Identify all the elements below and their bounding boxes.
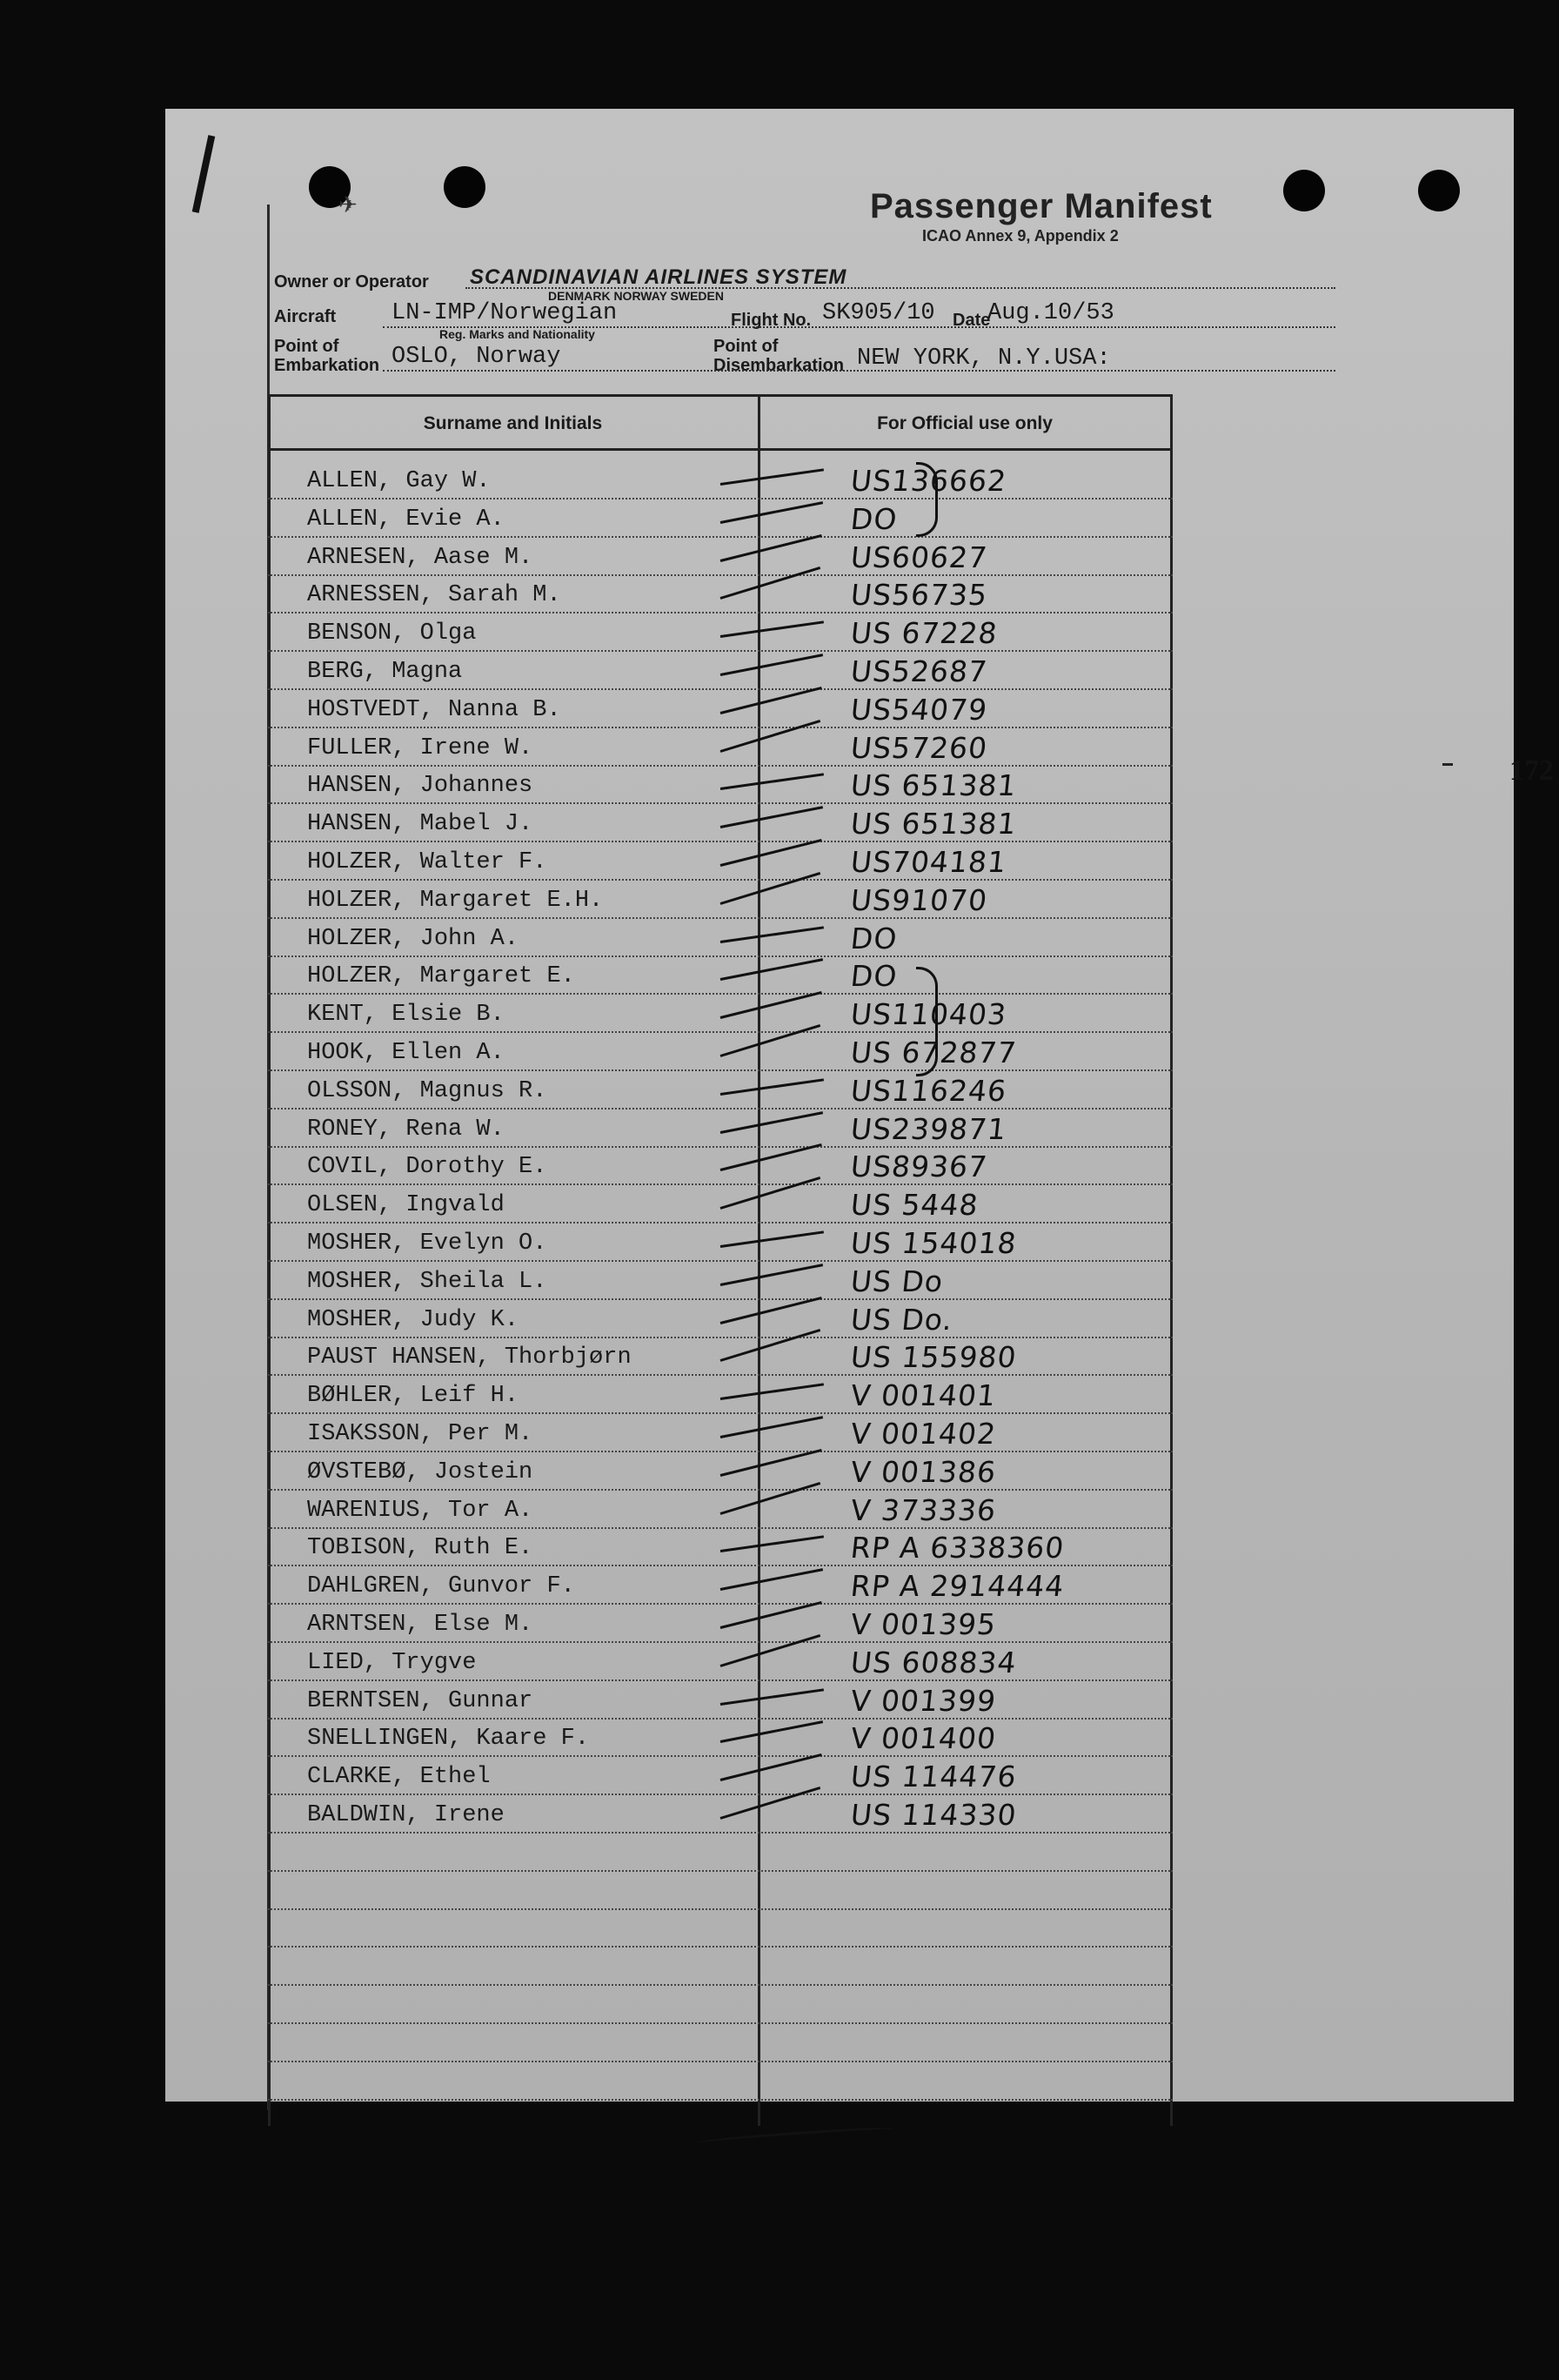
table-row [268, 1108, 1173, 1148]
official-entry: V 001402 [848, 1417, 999, 1451]
passenger-name: HOSTVEDT, Nanna B. [307, 696, 561, 723]
official-entry: US 114476 [848, 1760, 1019, 1794]
passenger-name: HANSEN, Johannes [307, 773, 533, 800]
check-mark [720, 1143, 822, 1171]
passenger-name: BERG, Magna [307, 659, 463, 685]
punch-hole [1418, 170, 1460, 211]
table-row [268, 536, 1173, 576]
passenger-name: COVIL, Dorothy E. [307, 1154, 547, 1181]
check-mark [720, 1568, 823, 1591]
owner-label: Owner or Operator [274, 272, 429, 292]
passenger-name: WARENIUS, Tor A. [307, 1497, 533, 1524]
check-mark [720, 1721, 823, 1744]
passenger-name: SNELLINGEN, Kaare F. [307, 1726, 590, 1753]
form-subtitle: ICAO Annex 9, Appendix 2 [922, 227, 1119, 245]
check-mark [720, 1230, 824, 1248]
official-entry: V 373336 [848, 1492, 999, 1527]
passenger-name: HOLZER, Margaret E. [307, 963, 575, 990]
passenger-name: LIED, Trygve [307, 1649, 477, 1676]
table-row [268, 1222, 1173, 1262]
disembark-value: NEW YORK, N.Y.USA: [857, 345, 1111, 372]
reg-note: Reg. Marks and Nationality [439, 327, 595, 341]
table-row [268, 498, 1173, 538]
passenger-name: MOSHER, Judy K. [307, 1306, 519, 1333]
table-row [268, 727, 1173, 767]
table-row [268, 1145, 1173, 1185]
empty-row [268, 2022, 1173, 2062]
check-mark [720, 1264, 823, 1286]
signature [696, 2125, 896, 2147]
table-row [268, 688, 1173, 728]
passenger-name: BØHLER, Leif H. [307, 1383, 519, 1410]
official-entry: V 001395 [848, 1607, 999, 1641]
table-row [268, 1603, 1173, 1643]
table-row [268, 764, 1173, 804]
official-entry: US57260 [848, 730, 990, 765]
pen-mark [192, 135, 216, 213]
official-entry: US 608834 [848, 1645, 1019, 1679]
passenger-name: ARNTSEN, Else M. [307, 1612, 533, 1638]
official-entry: US60627 [848, 540, 990, 574]
check-mark [720, 774, 824, 791]
check-mark [720, 959, 823, 982]
passenger-table [268, 394, 1173, 2126]
passenger-name: HOLZER, John A. [307, 925, 519, 952]
check-mark [720, 654, 823, 676]
official-entry: US 67228 [848, 616, 1000, 651]
official-entry: US Do [848, 1264, 946, 1298]
check-mark [720, 991, 822, 1019]
official-entry: V 001386 [848, 1454, 999, 1489]
empty-row [268, 1907, 1173, 1948]
disembark-label: Point of Disembarkation [713, 337, 845, 375]
official-entry: DO [848, 921, 900, 955]
table-header-rule [268, 448, 1173, 451]
table-row [268, 612, 1173, 652]
check-mark [720, 1601, 822, 1629]
punch-hole [1283, 170, 1325, 211]
table-row [268, 1451, 1173, 1491]
passenger-name: HANSEN, Mabel J. [307, 811, 533, 838]
official-entry: US 5448 [848, 1188, 980, 1223]
table-row [268, 1526, 1173, 1566]
official-entry: US 114330 [848, 1798, 1019, 1832]
empty-row [268, 1984, 1173, 2024]
passenger-name: MOSHER, Evelyn O. [307, 1230, 547, 1257]
official-entry: US 651381 [848, 807, 1019, 841]
table-row [268, 1565, 1173, 1605]
flight-value: SK905/10 [822, 300, 935, 326]
official-entry: RP A 2914444 [848, 1569, 1067, 1604]
check-mark [720, 501, 823, 524]
aircraft-label: Aircraft [274, 307, 337, 326]
official-entry: US56735 [848, 578, 990, 613]
passenger-name: ARNESSEN, Sarah M. [307, 582, 561, 609]
official-entry: US91070 [848, 882, 990, 917]
passenger-name: ARNESEN, Aase M. [307, 544, 533, 571]
table-row [268, 841, 1173, 881]
official-entry: US54079 [848, 692, 990, 727]
table-row [268, 879, 1173, 919]
official-entry: US239871 [848, 1111, 1009, 1146]
table-row [268, 1755, 1173, 1795]
table-row [268, 1489, 1173, 1529]
check-mark [720, 1384, 824, 1401]
official-entry: V 001401 [848, 1378, 999, 1413]
group-brace [916, 462, 938, 537]
table-row [268, 802, 1173, 842]
check-mark [720, 806, 823, 828]
official-entry: US52687 [848, 654, 990, 688]
table-row [268, 1717, 1173, 1757]
table-row [268, 1298, 1173, 1338]
page-number-dash [1442, 763, 1453, 766]
table-row [268, 573, 1173, 613]
official-column-header: For Official use only [877, 413, 1053, 433]
passenger-name: BERNTSEN, Gunnar [307, 1687, 533, 1714]
check-mark [720, 1297, 822, 1324]
official-entry: US116246 [848, 1073, 1009, 1108]
check-mark [720, 1753, 822, 1781]
check-mark [720, 687, 822, 714]
official-entry: US 651381 [848, 768, 1019, 803]
check-mark [720, 926, 824, 943]
page-number: 172 [1509, 754, 1554, 787]
official-entry: V 001400 [848, 1721, 999, 1756]
passenger-name: FULLER, Irene W. [307, 734, 533, 761]
official-entry: US 154018 [848, 1226, 1019, 1260]
passenger-name: BALDWIN, Irene [307, 1802, 505, 1828]
empty-row [268, 1946, 1173, 1986]
empty-row [268, 1870, 1173, 1910]
check-mark [720, 1536, 824, 1553]
table-row [268, 1679, 1173, 1720]
name-column-header: Surname and Initials [423, 413, 603, 433]
passenger-name: ALLEN, Gay W. [307, 468, 491, 494]
embark-value: OSLO, Norway [391, 344, 561, 370]
passenger-name: CLARKE, Ethel [307, 1764, 491, 1791]
official-entry: US136662 [848, 464, 1009, 498]
operator-countries: DENMARK NORWAY SWEDEN [548, 289, 724, 303]
passenger-name: ALLEN, Evie A. [307, 506, 505, 533]
table-row [268, 993, 1173, 1033]
passenger-name: RONEY, Rena W. [307, 1116, 505, 1143]
table-row [268, 917, 1173, 957]
official-entry: US704181 [848, 845, 1009, 879]
passenger-name: OLSEN, Ingvald [307, 1192, 505, 1219]
official-entry: US Do. [848, 1302, 955, 1337]
official-entry: US 155980 [848, 1340, 1019, 1375]
official-entry: US 672877 [848, 1036, 1019, 1069]
passenger-name: HOLZER, Walter F. [307, 849, 547, 875]
passenger-name: HOOK, Ellen A. [307, 1040, 505, 1066]
airline-logo-icon: ✈ [338, 191, 358, 218]
table-row [268, 1183, 1173, 1224]
official-entry: US89367 [848, 1150, 990, 1184]
aircraft-value: LN-IMP/Norwegian [391, 300, 618, 326]
check-mark [720, 1416, 823, 1438]
embark-label: Point of Embarkation [274, 337, 380, 375]
passenger-name: TOBISON, Ruth E. [307, 1535, 533, 1562]
table-row [268, 1641, 1173, 1681]
punch-hole [444, 166, 485, 208]
flight-label: Flight No. [731, 311, 812, 330]
passenger-name: BENSON, Olga [307, 620, 477, 647]
table-row [268, 1069, 1173, 1110]
passenger-name: MOSHER, Sheila L. [307, 1268, 547, 1295]
official-entry: US110403 [848, 997, 1009, 1032]
table-row [268, 1031, 1173, 1071]
empty-row [268, 1832, 1173, 1872]
check-mark [720, 1449, 822, 1477]
group-brace [916, 967, 938, 1076]
table-row [268, 955, 1173, 995]
empty-row [268, 2061, 1173, 2101]
check-mark [720, 1688, 824, 1706]
passenger-name: ISAKSSON, Per M. [307, 1421, 533, 1447]
owner-line [465, 287, 1335, 289]
check-mark [720, 1111, 823, 1134]
date-value: Aug.10/53 [987, 300, 1114, 326]
table-row [268, 1412, 1173, 1452]
check-mark [720, 839, 822, 867]
table-row [268, 1374, 1173, 1414]
passenger-name: OLSSON, Magnus R. [307, 1077, 547, 1104]
passenger-name: PAUST HANSEN, Thorbjørn [307, 1344, 632, 1371]
check-mark [720, 534, 822, 562]
check-mark [720, 1078, 824, 1096]
official-entry: DO [848, 501, 900, 536]
passenger-name: HOLZER, Margaret E.H. [307, 887, 604, 914]
table-row [268, 650, 1173, 690]
table-row [268, 459, 1173, 499]
table-row [268, 1336, 1173, 1376]
official-entry: DO [848, 959, 900, 994]
embark-line [383, 370, 1335, 372]
passenger-name: DAHLGREN, Gunvor F. [307, 1573, 575, 1600]
operator-name: SCANDINAVIAN AIRLINES SYSTEM [470, 265, 847, 289]
passenger-name: KENT, Elsie B. [307, 1002, 505, 1029]
table-row [268, 1260, 1173, 1300]
passenger-name: ØVSTEBØ, Jostein [307, 1458, 533, 1485]
check-mark [720, 468, 824, 486]
aircraft-line [383, 326, 1335, 328]
date-label: Date [953, 311, 991, 330]
official-entry: V 001399 [848, 1683, 999, 1718]
table-row [268, 1793, 1173, 1834]
form-title: Passenger Manifest [870, 187, 1213, 225]
table-top-rule [268, 394, 1173, 397]
check-mark [720, 621, 824, 639]
manifest-sheet [165, 109, 1554, 2102]
official-entry: RP A 6338360 [848, 1531, 1067, 1565]
